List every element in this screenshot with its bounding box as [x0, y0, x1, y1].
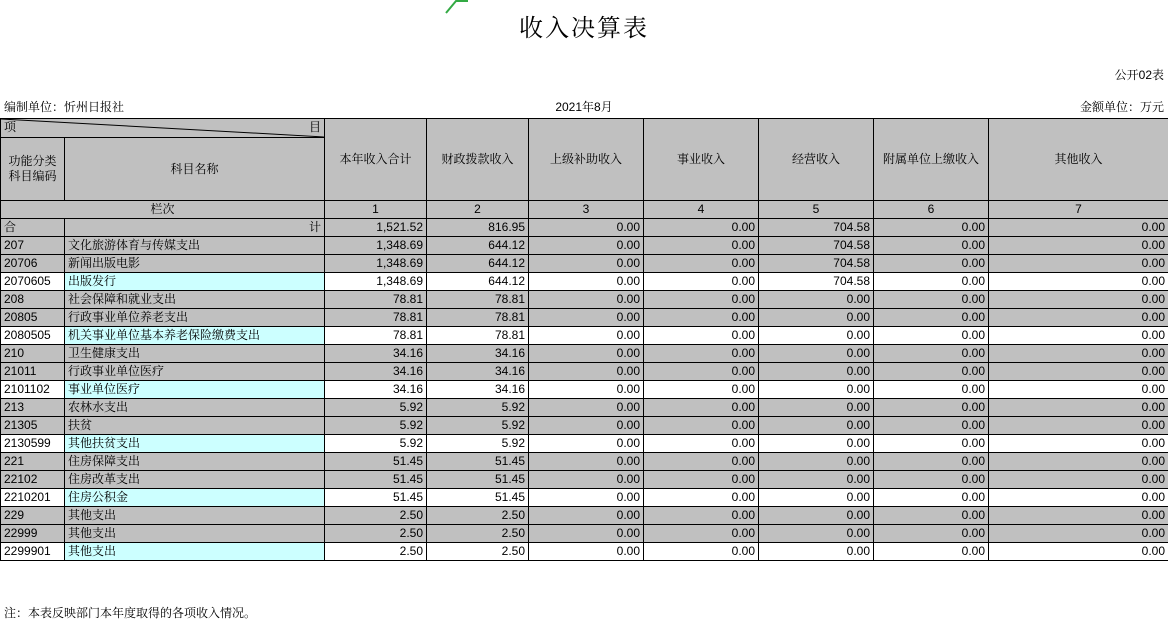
row-subject-name: 出版发行 [65, 273, 325, 291]
row-subject-code: 21305 [1, 417, 65, 435]
row-value-6: 0.00 [874, 273, 989, 291]
row-subject-code: 2210201 [1, 489, 65, 507]
row-value-5: 0.00 [759, 489, 874, 507]
row-value-6: 0.00 [874, 291, 989, 309]
table-row [1, 255, 1168, 273]
row-value-3: 0.00 [529, 399, 644, 417]
corner-row-axis-label: 项 [4, 120, 16, 135]
row-value-4: 0.00 [644, 345, 759, 363]
row-value-5: 0.00 [759, 525, 874, 543]
row-value-6: 0.00 [874, 453, 989, 471]
table-row [1, 345, 1168, 363]
row-value-3: 0.00 [529, 309, 644, 327]
row-value-7: 0.00 [989, 435, 1168, 453]
total-value-3: 0.00 [529, 219, 644, 237]
row-value-7: 0.00 [989, 237, 1168, 255]
row-value-4: 0.00 [644, 489, 759, 507]
table-row [1, 489, 1168, 507]
row-value-7: 0.00 [989, 525, 1168, 543]
row-value-6: 0.00 [874, 345, 989, 363]
row-value-5: 0.00 [759, 471, 874, 489]
row-value-5: 0.00 [759, 327, 874, 345]
row-value-6: 0.00 [874, 435, 989, 453]
row-value-6: 0.00 [874, 543, 989, 561]
row-value-6: 0.00 [874, 237, 989, 255]
row-value-2: 34.16 [427, 363, 529, 381]
row-value-6: 0.00 [874, 399, 989, 417]
header-row-axis [1, 119, 1168, 138]
row-value-3: 0.00 [529, 507, 644, 525]
row-value-7: 0.00 [989, 363, 1168, 381]
row-value-7: 0.00 [989, 327, 1168, 345]
row-subject-code: 21011 [1, 363, 65, 381]
row-value-1: 5.92 [325, 435, 427, 453]
table-body [1, 219, 1168, 561]
row-value-2: 2.50 [427, 507, 529, 525]
row-value-3: 0.00 [529, 327, 644, 345]
row-value-4: 0.00 [644, 309, 759, 327]
row-value-6: 0.00 [874, 489, 989, 507]
row-value-3: 0.00 [529, 453, 644, 471]
row-subject-name: 文化旅游体育与传媒支出 [65, 237, 325, 255]
row-subject-name: 卫生健康支出 [65, 345, 325, 363]
row-value-1: 2.50 [325, 507, 427, 525]
row-value-7: 0.00 [989, 489, 1168, 507]
row-subject-code: 208 [1, 291, 65, 309]
row-value-6: 0.00 [874, 381, 989, 399]
col-number-3: 3 [529, 201, 644, 219]
row-value-1: 51.45 [325, 453, 427, 471]
report-period: 2021年8月 [0, 98, 1168, 115]
col-number-1: 1 [325, 201, 427, 219]
col-header-code [1, 138, 65, 201]
row-value-7: 0.00 [989, 381, 1168, 399]
row-value-5: 0.00 [759, 399, 874, 417]
row-subject-code: 207 [1, 237, 65, 255]
row-value-5: 0.00 [759, 417, 874, 435]
row-value-6: 0.00 [874, 327, 989, 345]
row-value-2: 5.92 [427, 435, 529, 453]
total-value-1: 1,521.52 [325, 219, 427, 237]
total-label-left: 合 [1, 219, 65, 237]
row-subject-name: 其他支出 [65, 543, 325, 561]
row-value-2: 78.81 [427, 291, 529, 309]
table-row [1, 543, 1168, 561]
decorative-green-mark [444, 0, 470, 14]
row-value-4: 0.00 [644, 435, 759, 453]
row-subject-code: 210 [1, 345, 65, 363]
row-value-2: 5.92 [427, 399, 529, 417]
table-row [1, 327, 1168, 345]
row-value-3: 0.00 [529, 345, 644, 363]
row-subject-name: 新闻出版电影 [65, 255, 325, 273]
row-value-4: 0.00 [644, 327, 759, 345]
row-value-3: 0.00 [529, 417, 644, 435]
row-value-5: 0.00 [759, 291, 874, 309]
row-value-2: 5.92 [427, 417, 529, 435]
row-value-7: 0.00 [989, 291, 1168, 309]
row-value-7: 0.00 [989, 471, 1168, 489]
row-subject-name: 行政事业单位养老支出 [65, 309, 325, 327]
row-subject-code: 221 [1, 453, 65, 471]
row-value-6: 0.00 [874, 363, 989, 381]
row-subject-name: 其他支出 [65, 525, 325, 543]
row-value-4: 0.00 [644, 237, 759, 255]
row-value-7: 0.00 [989, 255, 1168, 273]
row-subject-code: 22999 [1, 525, 65, 543]
row-value-7: 0.00 [989, 399, 1168, 417]
row-subject-name: 社会保障和就业支出 [65, 291, 325, 309]
row-value-4: 0.00 [644, 273, 759, 291]
row-subject-name: 扶贫 [65, 417, 325, 435]
row-value-1: 1,348.69 [325, 237, 427, 255]
row-value-1: 34.16 [325, 381, 427, 399]
table-row [1, 237, 1168, 255]
col-header-5: 经营收入 [759, 119, 874, 201]
row-value-4: 0.00 [644, 471, 759, 489]
total-value-5: 704.58 [759, 219, 874, 237]
row-value-3: 0.00 [529, 525, 644, 543]
row-value-4: 0.00 [644, 399, 759, 417]
row-value-3: 0.00 [529, 471, 644, 489]
table-row [1, 363, 1168, 381]
row-value-2: 51.45 [427, 489, 529, 507]
row-value-1: 2.50 [325, 543, 427, 561]
table-row [1, 273, 1168, 291]
row-value-1: 5.92 [325, 399, 427, 417]
row-value-3: 0.00 [529, 363, 644, 381]
col-header-1: 本年收入合计 [325, 119, 427, 201]
col-header-7: 其他收入 [989, 119, 1168, 201]
table-row [1, 507, 1168, 525]
row-value-2: 78.81 [427, 309, 529, 327]
row-value-5: 0.00 [759, 363, 874, 381]
corner-diagonal-icon [1, 119, 324, 137]
table-row [1, 525, 1168, 543]
total-value-4: 0.00 [644, 219, 759, 237]
row-subject-code: 2130599 [1, 435, 65, 453]
row-value-1: 34.16 [325, 345, 427, 363]
row-value-1: 1,348.69 [325, 255, 427, 273]
compiler-unit: 编制单位：忻州日报社 [4, 98, 124, 115]
row-value-7: 0.00 [989, 507, 1168, 525]
row-value-7: 0.00 [989, 345, 1168, 363]
row-value-5: 0.00 [759, 543, 874, 561]
row-value-2: 78.81 [427, 327, 529, 345]
table-row [1, 291, 1168, 309]
row-value-3: 0.00 [529, 543, 644, 561]
row-value-3: 0.00 [529, 381, 644, 399]
total-value-2: 816.95 [427, 219, 529, 237]
row-value-5: 704.58 [759, 255, 874, 273]
col-header-subject-name: 科目名称 [65, 138, 325, 201]
row-value-7: 0.00 [989, 543, 1168, 561]
row-value-6: 0.00 [874, 471, 989, 489]
table-row [1, 435, 1168, 453]
row-subject-name: 住房保障支出 [65, 453, 325, 471]
table-row [1, 381, 1168, 399]
row-value-2: 51.45 [427, 471, 529, 489]
row-subject-name: 其他扶贫支出 [65, 435, 325, 453]
row-value-3: 0.00 [529, 255, 644, 273]
row-subject-code: 22102 [1, 471, 65, 489]
row-value-6: 0.00 [874, 255, 989, 273]
row-value-6: 0.00 [874, 309, 989, 327]
row-value-5: 0.00 [759, 453, 874, 471]
col-number-5: 5 [759, 201, 874, 219]
row-subject-code: 2101102 [1, 381, 65, 399]
row-subject-name: 行政事业单位医疗 [65, 363, 325, 381]
row-value-3: 0.00 [529, 273, 644, 291]
row-subject-code: 229 [1, 507, 65, 525]
table-row [1, 471, 1168, 489]
row-value-5: 0.00 [759, 507, 874, 525]
row-value-4: 0.00 [644, 507, 759, 525]
table-row-total [1, 219, 1168, 237]
total-label-right: 计 [65, 219, 325, 237]
row-value-4: 0.00 [644, 363, 759, 381]
col-header-6: 附属单位上缴收入 [874, 119, 989, 201]
col-header-2: 财政拨款收入 [427, 119, 529, 201]
row-value-2: 644.12 [427, 255, 529, 273]
row-value-7: 0.00 [989, 273, 1168, 291]
row-subject-code: 20706 [1, 255, 65, 273]
row-value-1: 78.81 [325, 327, 427, 345]
row-value-1: 1,348.69 [325, 273, 427, 291]
row-value-4: 0.00 [644, 291, 759, 309]
total-value-6: 0.00 [874, 219, 989, 237]
income-final-accounts-table [0, 118, 1168, 561]
row-value-1: 51.45 [325, 471, 427, 489]
row-value-3: 0.00 [529, 489, 644, 507]
row-value-1: 2.50 [325, 525, 427, 543]
row-subject-code: 2299901 [1, 543, 65, 561]
table-row [1, 417, 1168, 435]
row-value-7: 0.00 [989, 453, 1168, 471]
meta-row [0, 98, 1168, 114]
table-row [1, 399, 1168, 417]
col-number-2: 2 [427, 201, 529, 219]
header-row-numbers [1, 201, 1168, 219]
row-value-3: 0.00 [529, 237, 644, 255]
row-value-4: 0.00 [644, 381, 759, 399]
corner-cell [1, 119, 325, 138]
row-number-label: 栏次 [1, 201, 325, 219]
row-value-6: 0.00 [874, 507, 989, 525]
row-subject-name: 机关事业单位基本养老保险缴费支出 [65, 327, 325, 345]
col-number-7: 7 [989, 201, 1168, 219]
row-value-4: 0.00 [644, 453, 759, 471]
row-value-4: 0.00 [644, 417, 759, 435]
row-value-5: 0.00 [759, 309, 874, 327]
row-value-6: 0.00 [874, 525, 989, 543]
row-value-3: 0.00 [529, 291, 644, 309]
col-header-code-line1: 功能分类 [4, 154, 61, 169]
row-subject-name: 事业单位医疗 [65, 381, 325, 399]
row-value-2: 34.16 [427, 381, 529, 399]
row-value-1: 51.45 [325, 489, 427, 507]
page-title: 收入决算表 [0, 0, 1168, 44]
row-value-1: 5.92 [325, 417, 427, 435]
table-note: 注：本表反映部门本年度取得的各项收入情况。 [4, 604, 256, 621]
row-value-5: 0.00 [759, 345, 874, 363]
row-value-2: 51.45 [427, 453, 529, 471]
row-value-4: 0.00 [644, 543, 759, 561]
table-row [1, 453, 1168, 471]
row-value-1: 78.81 [325, 291, 427, 309]
row-value-3: 0.00 [529, 435, 644, 453]
row-value-2: 34.16 [427, 345, 529, 363]
row-subject-code: 20805 [1, 309, 65, 327]
table-row [1, 309, 1168, 327]
col-header-code-line2: 科目编码 [4, 169, 61, 184]
row-value-2: 2.50 [427, 525, 529, 543]
row-value-4: 0.00 [644, 255, 759, 273]
amount-unit: 金额单位：万元 [1080, 98, 1164, 115]
row-subject-code: 2080505 [1, 327, 65, 345]
row-value-5: 704.58 [759, 237, 874, 255]
row-value-1: 78.81 [325, 309, 427, 327]
form-code: 公开02表 [1115, 66, 1164, 83]
col-header-3: 上级补助收入 [529, 119, 644, 201]
total-value-7: 0.00 [989, 219, 1168, 237]
row-value-7: 0.00 [989, 309, 1168, 327]
row-subject-name: 住房改革支出 [65, 471, 325, 489]
row-value-2: 2.50 [427, 543, 529, 561]
row-subject-code: 2070605 [1, 273, 65, 291]
row-value-2: 644.12 [427, 273, 529, 291]
row-value-7: 0.00 [989, 417, 1168, 435]
row-value-4: 0.00 [644, 525, 759, 543]
row-subject-code: 213 [1, 399, 65, 417]
col-number-4: 4 [644, 201, 759, 219]
row-subject-name: 农林水支出 [65, 399, 325, 417]
row-value-1: 34.16 [325, 363, 427, 381]
row-value-6: 0.00 [874, 417, 989, 435]
row-value-5: 0.00 [759, 435, 874, 453]
corner-col-axis-label: 目 [309, 120, 321, 135]
row-subject-name: 其他支出 [65, 507, 325, 525]
col-header-4: 事业收入 [644, 119, 759, 201]
row-value-5: 704.58 [759, 273, 874, 291]
row-value-2: 644.12 [427, 237, 529, 255]
row-subject-name: 住房公积金 [65, 489, 325, 507]
col-number-6: 6 [874, 201, 989, 219]
row-value-5: 0.00 [759, 381, 874, 399]
